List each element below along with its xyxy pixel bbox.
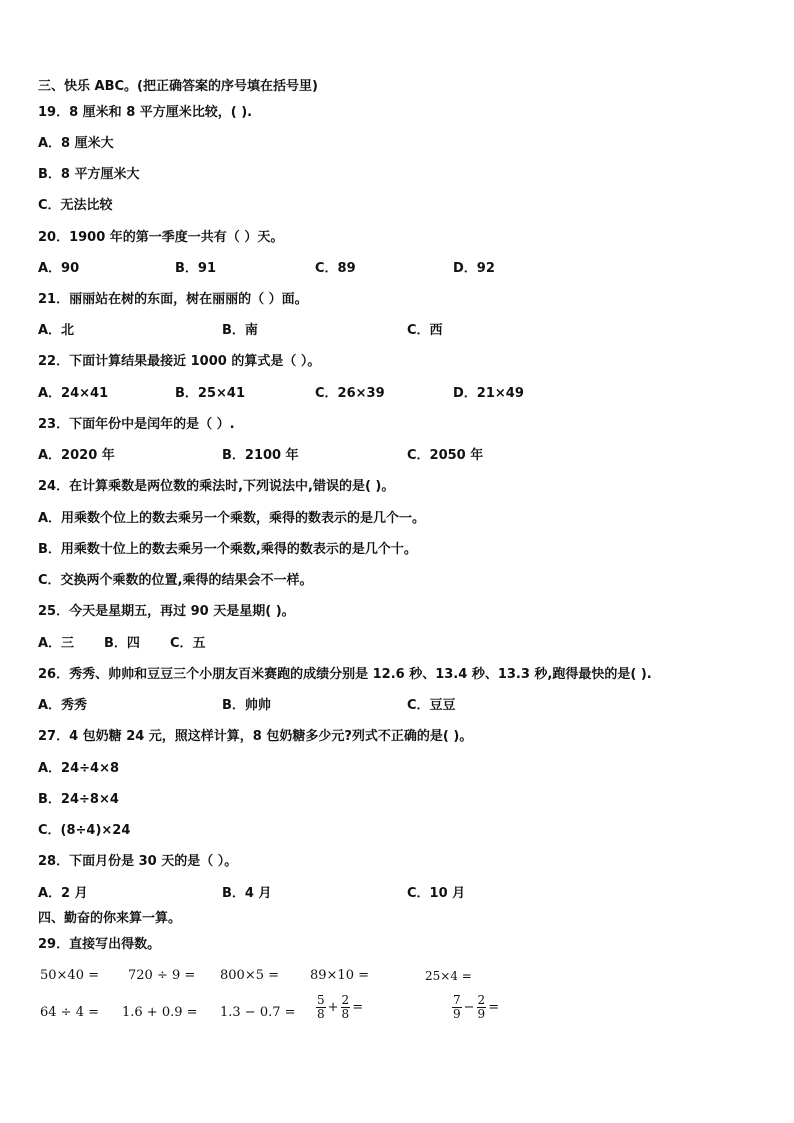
q24-option-a[interactable]: A．用乘数个位上的数去乘另一个乘数，乘得的数表示的是几个一。: [38, 511, 426, 526]
minus-operator: −: [463, 1000, 475, 1015]
q26-option-b[interactable]: B．帅帅: [222, 698, 271, 713]
fraction-2-8: $\frac{2}{8}$: [341, 993, 350, 1021]
fraction-subtraction: [452, 994, 499, 1021]
q22-option-a[interactable]: A．24×41: [38, 386, 109, 401]
question-22-stem: 22．下面计算结果最接近 1000 的算式是（ ）。: [38, 354, 321, 369]
calc-800x5: 800×5 =: [220, 968, 280, 983]
q28-option-a[interactable]: A．2 月: [38, 886, 88, 901]
q25-option-c[interactable]: C．五: [170, 636, 206, 651]
question-24-stem: 24．在计算乘数是两位数的乘法时,下列说法中,错误的是( )。: [38, 479, 395, 494]
q27-option-c[interactable]: C．(8÷4)×24: [38, 823, 131, 838]
q25-option-b[interactable]: B．四: [104, 636, 140, 651]
q23-option-c[interactable]: C．2050 年: [407, 448, 484, 463]
q24-option-c[interactable]: C．交换两个乘数的位置,乘得的结果会不一样。: [38, 573, 313, 588]
question-29-stem: 29．直接写出得数。: [38, 937, 161, 952]
q26-option-c[interactable]: C．豆豆: [407, 698, 456, 713]
q19-option-a[interactable]: A．8 厘米大: [38, 136, 114, 151]
equals-sign: =: [352, 1000, 364, 1015]
question-20-stem: 20．1900 年的第一季度一共有（ ）天。: [38, 230, 284, 245]
section4-title: 四、勤奋的你来算一算。: [38, 911, 182, 926]
q24-option-b[interactable]: B．用乘数十位上的数去乘另一个乘数,乘得的数表示的是几个十。: [38, 542, 417, 557]
question-25-stem: 25．今天是星期五，再过 90 天是星期( )。: [38, 604, 295, 619]
fraction-5-8: $\frac{5}{8}$: [317, 993, 325, 1021]
q21-option-b[interactable]: B．南: [222, 323, 258, 338]
fraction-7-9: $\frac{7}{9}$: [453, 993, 461, 1021]
q22-option-d[interactable]: D．21×49: [453, 386, 524, 401]
fraction-addition: [316, 994, 363, 1021]
q19-option-b[interactable]: B．8 平方厘米大: [38, 167, 140, 182]
calc-64div4: 64 ÷ 4 =: [40, 1005, 99, 1020]
q20-option-a[interactable]: A．90: [38, 261, 80, 276]
q27-option-b[interactable]: B．24÷8×4: [38, 792, 119, 807]
question-27-stem: 27．4 包奶糖 24 元，照这样计算，8 包奶糖多少元?列式不正确的是( )。: [38, 729, 473, 744]
q20-option-d[interactable]: D．92: [453, 261, 495, 276]
q20-option-b[interactable]: B．91: [175, 261, 216, 276]
q22-option-c[interactable]: C．26×39: [315, 386, 385, 401]
calc-89x10: 89×10 =: [310, 968, 370, 983]
question-23-stem: 23．下面年份中是闰年的是（ ）.: [38, 417, 235, 432]
calc-50x40: 50×40 =: [40, 968, 100, 983]
q28-option-c[interactable]: C．10 月: [407, 886, 466, 901]
section3-title: 三、快乐 ABC。(把正确答案的序号填在括号里): [38, 79, 318, 94]
q26-option-a[interactable]: A．秀秀: [38, 698, 88, 713]
question-26-stem: 26．秀秀、帅帅和豆豆三个小朋友百米赛跑的成绩分别是 12.6 秒、13.4 秒、13.3 秒,跑得最快的是( ).: [38, 667, 652, 682]
question-28-stem: 28．下面月份是 30 天的是（ ）。: [38, 854, 238, 869]
q23-option-a[interactable]: A．2020 年: [38, 448, 115, 463]
q28-option-b[interactable]: B．4 月: [222, 886, 272, 901]
q20-option-c[interactable]: C．89: [315, 261, 356, 276]
q21-option-a[interactable]: A．北: [38, 323, 75, 338]
q27-option-a[interactable]: A．24÷4×8: [38, 761, 120, 776]
q23-option-b[interactable]: B．2100 年: [222, 448, 299, 463]
question-19-stem: 19．8 厘米和 8 平方厘米比较，( ).: [38, 105, 253, 120]
q25-option-a[interactable]: A．三: [38, 636, 75, 651]
equals-sign: =: [488, 1000, 500, 1015]
q21-option-c[interactable]: C．西: [407, 323, 443, 338]
calc-720div9: 720 ÷ 9 =: [128, 968, 196, 983]
calc-25x4: 25×4 =: [425, 969, 472, 983]
calc-1.3minus0.7: 1.3 − 0.7 =: [220, 1005, 296, 1020]
plus-operator: +: [327, 1000, 339, 1015]
q22-option-b[interactable]: B．25×41: [175, 386, 245, 401]
q19-option-c[interactable]: C．无法比较: [38, 198, 113, 213]
fraction-2-9: $\frac{2}{9}$: [477, 993, 486, 1021]
calc-1.6plus0.9: 1.6 + 0.9 =: [122, 1005, 198, 1020]
question-21-stem: 21．丽丽站在树的东面，树在丽丽的（ ）面。: [38, 292, 308, 307]
